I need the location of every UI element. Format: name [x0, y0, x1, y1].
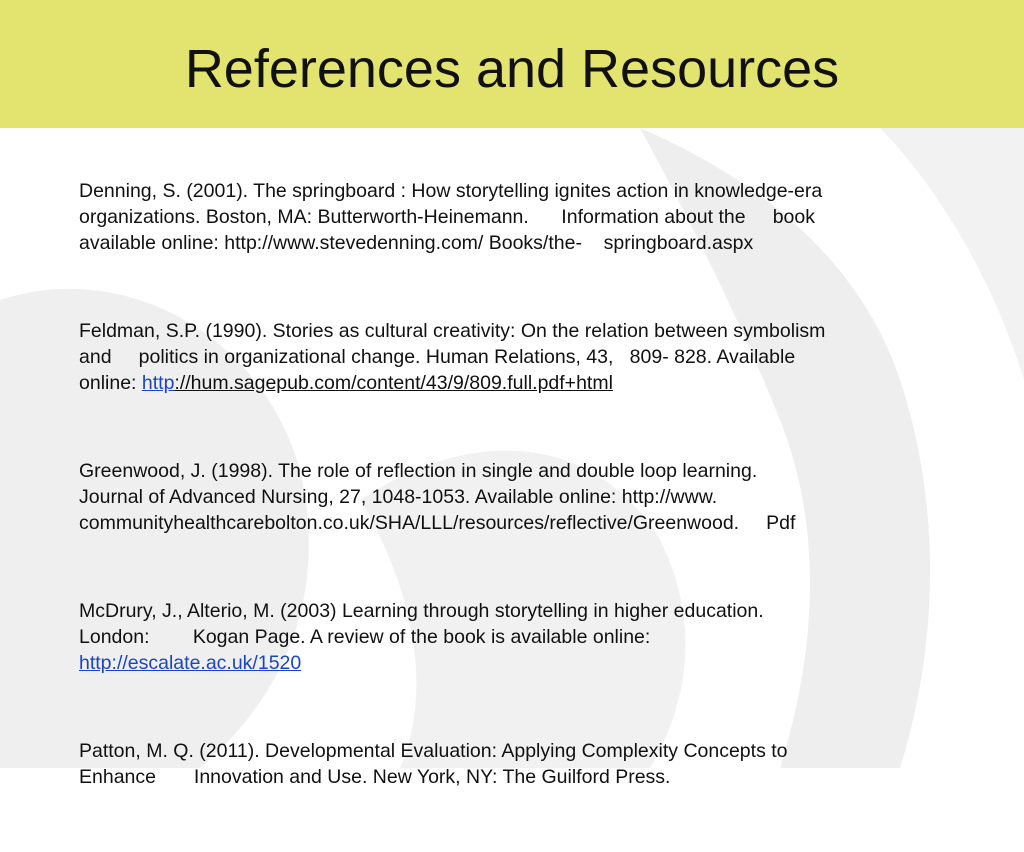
- reference-line: communityhealthcarebolton.co.uk/SHA/LLL/resources/reflective/Greenwood. Pdf: [79, 512, 796, 534]
- feldman-link[interactable]: http: [141, 372, 175, 394]
- reference-line: and politics in organizational change. Human Relations, 43, 809- 828. Available: [79, 346, 796, 368]
- reference-denning: [79, 178, 939, 256]
- reference-line: London: Kogan Page. A review of the book is available online:: [79, 626, 651, 648]
- reference-line: organizations. Boston, MA: Butterworth-Heinemann. Information about the book: [79, 206, 815, 228]
- reference-line: Enhance Innovation and Use. New York, NY: The Guilford Press.: [79, 766, 671, 788]
- reference-feldman: [79, 318, 939, 396]
- page-title: References and Resources: [184, 39, 840, 99]
- references-list: [79, 178, 939, 852]
- reference-link-line: [79, 650, 939, 676]
- reference-line: McDrury, J., Alterio, M. (2003) Learning through storytelling in higher education.: [79, 600, 764, 622]
- reference-line: Journal of Advanced Nursing, 27, 1048-1053. Available online: http://www.: [79, 486, 718, 508]
- escalate-link[interactable]: http://escalate.ac.uk/1520: [79, 652, 302, 674]
- reference-line: Patton, M. Q. (2011). Developmental Evaluation: Applying Complexity Concepts to: [79, 740, 788, 762]
- reference-line: Feldman, S.P. (1990). Stories as cultural creativity: On the relation between symbolism: [79, 320, 826, 342]
- reference-link-line: [79, 370, 939, 396]
- reference-greenwood: [79, 458, 939, 536]
- link-prefix: online:: [79, 372, 142, 394]
- reference-line: available online: http://www.stevedenning.com/ Books/the- springboard.aspx: [79, 232, 754, 254]
- reference-mcdrury: [79, 598, 939, 676]
- feldman-link-rest[interactable]: ://hum.sagepub.com/content/43/9/809.full.pdf+html: [174, 372, 613, 394]
- reference-line: Greenwood, J. (1998). The role of reflection in single and double loop learning.: [79, 460, 758, 482]
- title-bar: [0, 0, 1024, 128]
- reference-line: Denning, S. (2001). The springboard : How storytelling ignites action in knowledge-era: [79, 180, 823, 202]
- reference-patton: [79, 738, 939, 790]
